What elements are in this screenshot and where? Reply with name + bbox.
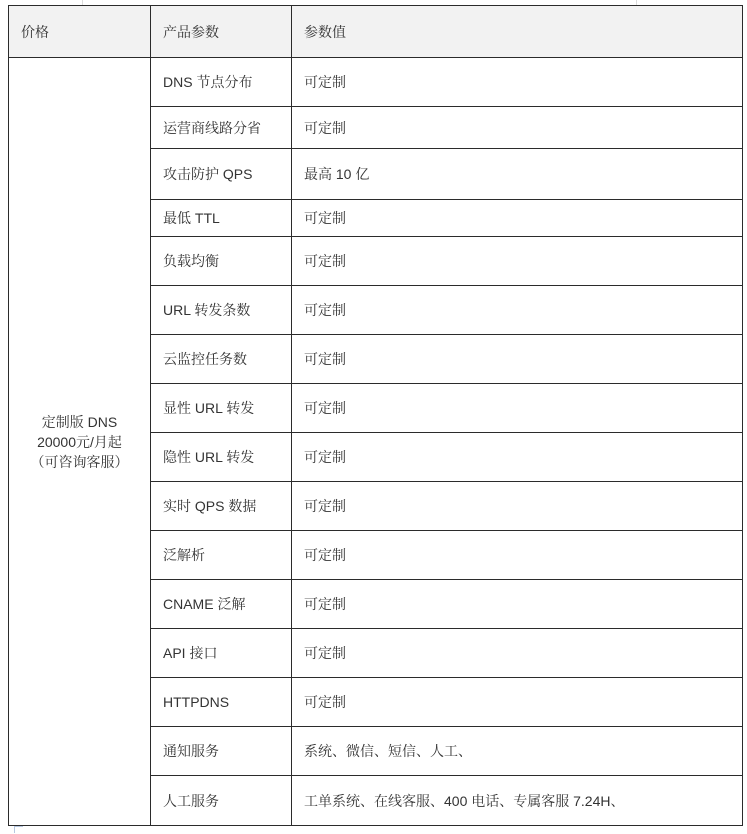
header-price: 价格 [9,6,151,58]
value-cell: 最高 10 亿 [292,149,743,200]
param-cell: 运营商线路分省 [151,107,292,149]
header-value: 参数值 [292,6,743,58]
table-row [9,58,743,107]
value-cell: 可定制 [292,531,743,580]
param-cell: API 接口 [151,629,292,678]
param-cell: CNAME 泛解 [151,580,292,629]
param-cell: 最低 TTL [151,200,292,237]
param-cell: 云监控任务数 [151,335,292,384]
value-cell: 可定制 [292,335,743,384]
value-cell: 可定制 [292,678,743,727]
param-cell: 攻击防护 QPS [151,149,292,200]
value-cell: 可定制 [292,58,743,107]
price-note: （可咨询客服） [30,453,129,470]
param-cell: 实时 QPS 数据 [151,482,292,531]
header-param: 产品参数 [151,6,292,58]
value-cell: 系统、微信、短信、人工、 [292,727,743,776]
value-cell: 可定制 [292,433,743,482]
param-cell: HTTPDNS [151,678,292,727]
param-cell: 负载均衡 [151,237,292,286]
value-cell: 可定制 [292,286,743,335]
param-cell: 显性 URL 转发 [151,384,292,433]
param-cell: URL 转发条数 [151,286,292,335]
value-cell: 可定制 [292,629,743,678]
param-cell: 人工服务 [151,776,292,826]
price-cell [9,58,151,826]
value-cell: 工单系统、在线客服、400 电话、专属客服 7.24H、 [292,776,743,826]
table-header-row [9,6,743,58]
price-amount: 20000元/月起 [37,433,122,450]
param-cell: 隐性 URL 转发 [151,433,292,482]
corner-mark [14,826,23,833]
value-cell: 可定制 [292,107,743,149]
value-cell: 可定制 [292,580,743,629]
value-cell: 可定制 [292,384,743,433]
value-cell: 可定制 [292,200,743,237]
value-cell: 可定制 [292,482,743,531]
param-cell: DNS 节点分布 [151,58,292,107]
dns-spec-table [8,5,743,826]
param-cell: 泛解析 [151,531,292,580]
value-cell: 可定制 [292,237,743,286]
param-cell: 通知服务 [151,727,292,776]
price-plan-name: 定制版 DNS [41,413,118,430]
